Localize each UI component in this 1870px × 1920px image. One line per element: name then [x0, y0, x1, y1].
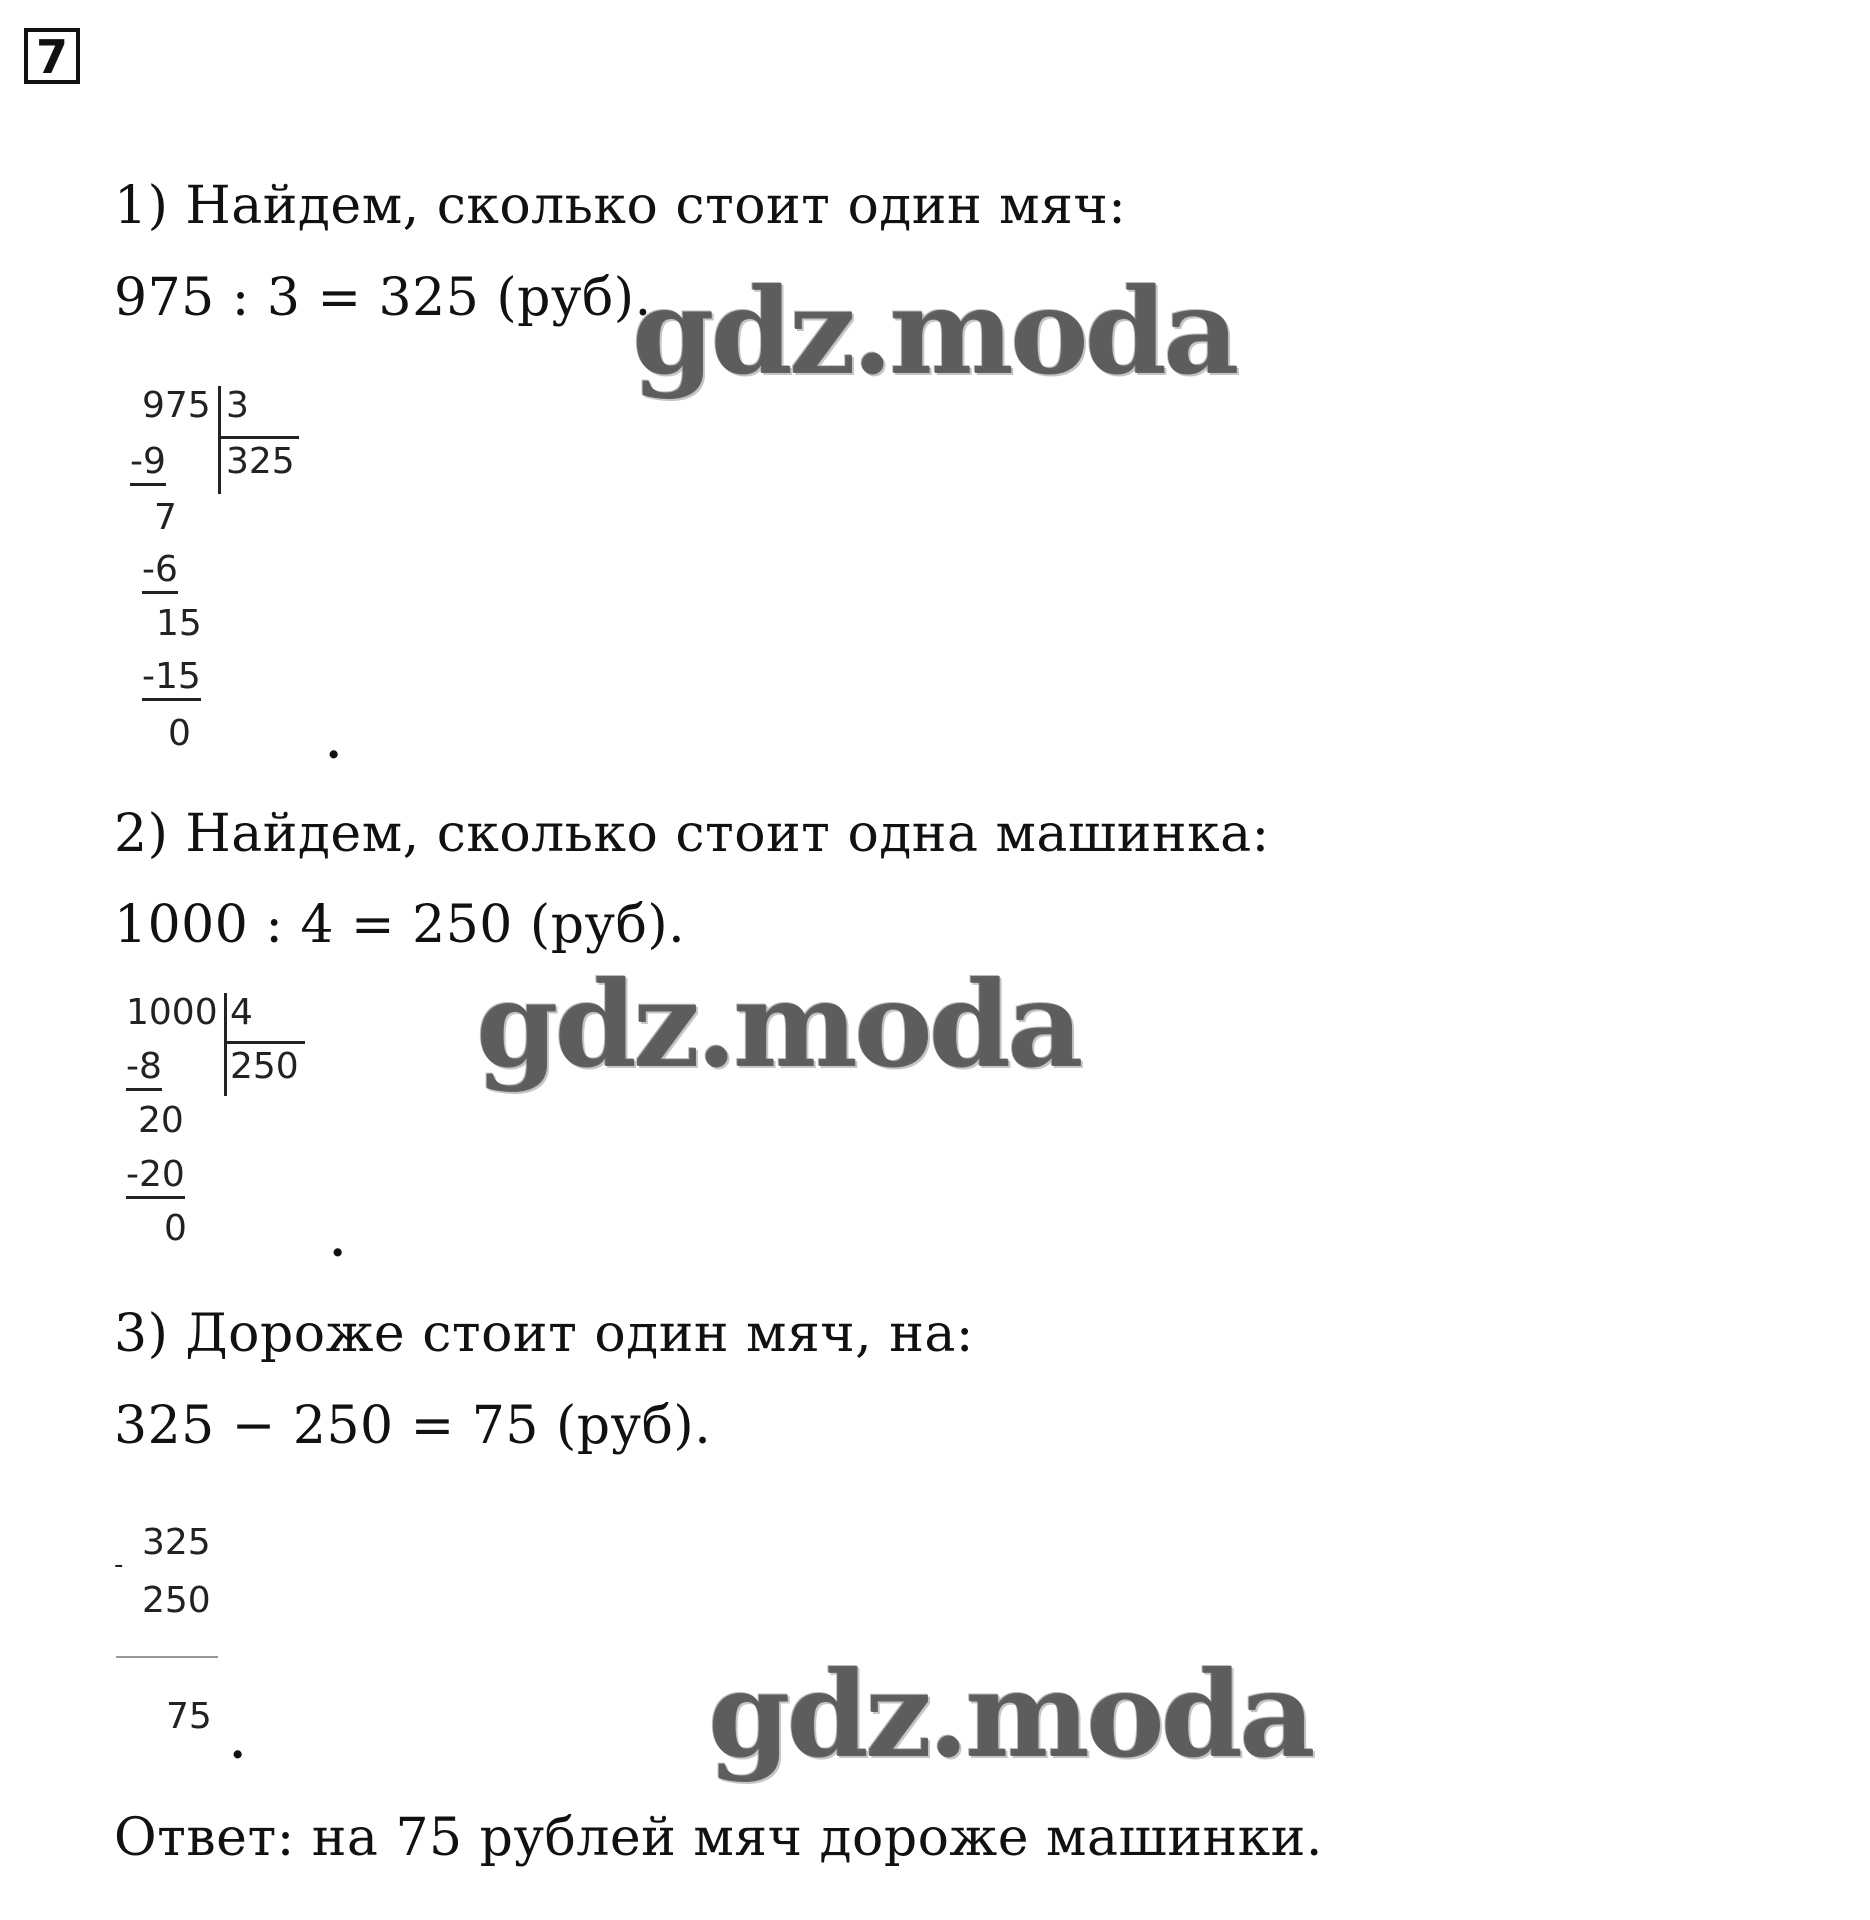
division-divisor: 3: [226, 385, 249, 426]
end-mark: .: [326, 718, 342, 769]
division-vertical-line: [218, 386, 221, 494]
division-row: -15: [142, 656, 201, 701]
division-row: -20: [126, 1154, 185, 1199]
division-vertical-line: [224, 993, 227, 1096]
end-mark: .: [230, 1718, 246, 1769]
division-divisor: 4: [230, 992, 253, 1033]
division-quotient: 250: [230, 1046, 299, 1087]
watermark: gdz.moda: [708, 1645, 1312, 1784]
step3-heading: 3) Дороже стоит один мяч, на:: [114, 1304, 974, 1364]
division-dividend: 1000: [126, 992, 218, 1033]
subtraction-result: 75: [166, 1696, 212, 1737]
end-mark: .: [330, 1216, 346, 1267]
watermark: gdz.moda: [476, 955, 1080, 1094]
division-row: 7: [154, 497, 177, 538]
step1-heading: 1) Найдем, сколько стоит один мяч:: [114, 176, 1127, 236]
subtraction-line: [116, 1656, 218, 1658]
division-row: 0: [164, 1208, 187, 1249]
step1-equation: 975 : 3 = 325 (руб).: [114, 268, 652, 328]
division-dividend: 975: [142, 385, 211, 426]
step2-heading: 2) Найдем, сколько стоит одна машинка:: [114, 804, 1270, 864]
subtraction-minuend: 325: [142, 1522, 211, 1563]
subtraction-sign: -: [114, 1550, 124, 1580]
division-row: -6: [142, 549, 178, 594]
step2-equation: 1000 : 4 = 250 (руб).: [114, 895, 686, 955]
division-row: 20: [138, 1100, 184, 1141]
watermark: gdz.moda: [632, 262, 1236, 401]
division-horizontal-line: [225, 1041, 305, 1044]
step3-equation: 325 − 250 = 75 (руб).: [114, 1396, 712, 1456]
division-quotient: 325: [226, 441, 295, 482]
division-row: 0: [168, 713, 191, 754]
division-row: -9: [130, 441, 166, 486]
subtraction-subtrahend: 250: [142, 1580, 211, 1621]
answer-text: Ответ: на 75 рублей мяч дороже машинки.: [114, 1808, 1323, 1868]
division-row: -8: [126, 1046, 162, 1091]
task-number-badge: 7: [24, 28, 80, 84]
division-row: 15: [156, 603, 202, 644]
division-horizontal-line: [219, 436, 299, 439]
